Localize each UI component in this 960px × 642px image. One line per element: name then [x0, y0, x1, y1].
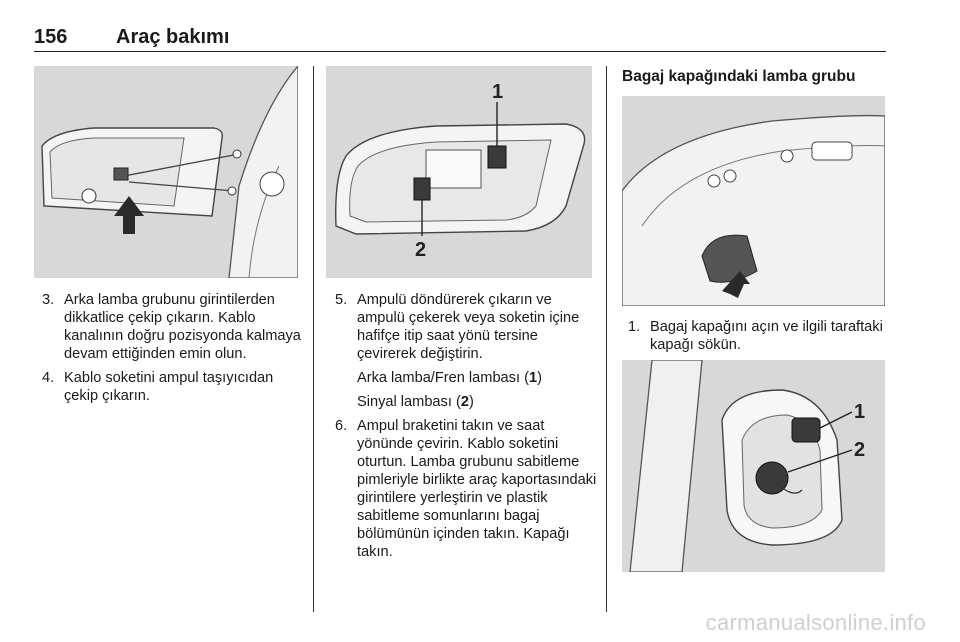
column-divider [313, 66, 314, 612]
section-title: Bagaj kapağındaki lamba grubu [622, 68, 856, 85]
step-number: 3. [42, 292, 55, 308]
bulb-close: ) [537, 370, 542, 386]
page-title: Araç bakımı [116, 26, 230, 48]
watermark: carmanualsonline.info [705, 610, 926, 635]
step-4 [42, 369, 304, 405]
figure-callout-1: 1 [492, 81, 504, 103]
tailgate-cover-figure [622, 96, 885, 306]
step-number: 5. [335, 292, 348, 308]
page-header [34, 26, 886, 52]
step-text: Ampul braketini takın ve saat yönünde çevirin. Kablo soketini oturtun. Lamba grubunu sabitleme pimleriyle birlikte araç kaportasındaki girintilere yerleştirin ve plastik sabitleme somunlarını bagaj bölümünün içinden takın. Kapağı takın. [357, 418, 597, 560]
step-number: 6. [335, 418, 348, 434]
step-5 [335, 291, 597, 363]
tail-lamp-removal-figure [34, 66, 298, 278]
step-3 [42, 291, 304, 363]
step-number: 4. [42, 370, 55, 386]
bulb-turn-signal [335, 393, 597, 411]
bulb-bracket-figure [326, 66, 592, 278]
bulb-label: Arka lamba/Fren lambası ( [357, 370, 529, 386]
figure-callout-2: 2 [415, 239, 427, 261]
figure-callout-1: 1 [854, 401, 866, 423]
step-text: Arka lamba grubunu girintilerden dikkatlice çekip çıkarın. Kablo kanalının doğru pozisyonda kalmaya devam ettiğinden emin olun. [64, 292, 301, 362]
step-6 [335, 417, 597, 561]
step-number: 1. [628, 319, 641, 335]
column-2-text [335, 291, 597, 567]
bulb-number: 2 [460, 394, 469, 410]
step-text: Bagaj kapağını açın ve ilgili taraftaki kapağı sökün. [650, 319, 883, 353]
page-number: 156 [34, 26, 68, 48]
column-3-text [628, 318, 888, 360]
column-1-text [42, 291, 304, 411]
figure-callout-2: 2 [854, 439, 866, 461]
column-divider [606, 66, 607, 612]
step-text: Ampulü döndürerek çıkarın ve ampulü çekerek veya soketin içine hafifçe itip saat yönü tersine çevirerek değiştirin. [357, 292, 580, 362]
bulb-number: 1 [528, 370, 538, 386]
bulb-label: Sinyal lambası ( [357, 394, 461, 410]
step-text: Kablo soketini ampul taşıyıcıdan çekip çıkarın. [64, 370, 274, 404]
tailgate-lamp-bulbs-figure [622, 360, 885, 572]
bulb-tail-brake [335, 369, 597, 387]
bulb-close: ) [468, 394, 474, 410]
step-1 [628, 318, 888, 354]
